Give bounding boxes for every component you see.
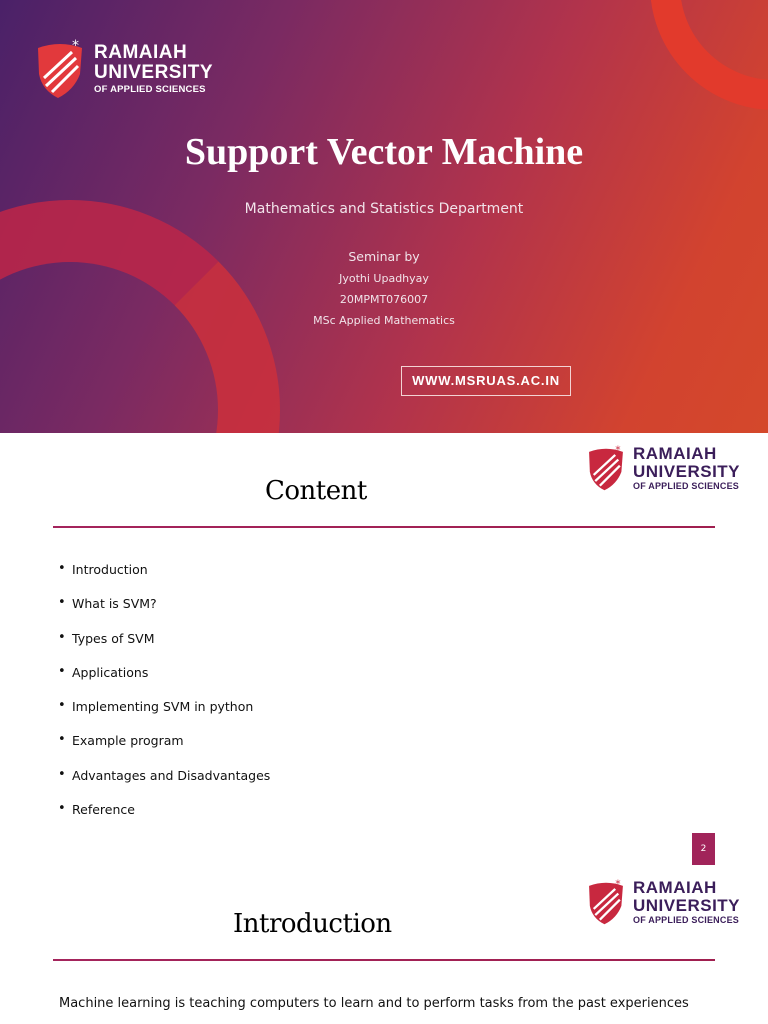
svg-text:*: * xyxy=(615,443,621,457)
introduction-slide xyxy=(0,867,768,1024)
page-number-badge: 2 xyxy=(692,833,715,865)
logo-wordmark xyxy=(94,43,213,95)
list-item: • Advantages and Disadvantages xyxy=(58,767,270,801)
list-item: • Applications xyxy=(58,664,270,698)
website-link[interactable]: WWW.MSRUAS.AC.IN xyxy=(401,366,571,396)
university-logo xyxy=(34,38,213,100)
logo-line3: OF APPLIED SCIENCES xyxy=(633,481,739,491)
decorative-ring-top-right xyxy=(650,0,768,110)
list-item: • Example program xyxy=(58,732,270,766)
seminar-label: Seminar by xyxy=(348,249,420,264)
logo-line3: OF APPLIED SCIENCES xyxy=(633,915,739,925)
list-item: • Types of SVM xyxy=(58,630,270,664)
logo-line1: RAMAIAH xyxy=(633,444,717,463)
heading-divider xyxy=(53,526,715,528)
logo-line2: UNIVERSITY xyxy=(633,462,741,481)
logo-line1: RAMAIAH xyxy=(94,42,188,64)
university-logo xyxy=(586,877,740,927)
shield-logo-icon xyxy=(34,38,86,100)
content-slide xyxy=(0,433,768,867)
presenter-name: Jyothi Upadhyay xyxy=(339,272,429,285)
list-item: • Reference xyxy=(58,801,270,835)
logo-line2: UNIVERSITY xyxy=(94,62,214,84)
logo-line2: UNIVERSITY xyxy=(633,896,741,915)
list-item: • Introduction xyxy=(58,561,270,595)
university-logo xyxy=(586,443,740,493)
list-item: • What is SVM? xyxy=(58,595,270,629)
list-item: • Implementing SVM in python xyxy=(58,698,270,732)
shield-logo-icon xyxy=(586,443,626,493)
slide-heading: Introduction xyxy=(233,909,392,939)
logo-line1: RAMAIAH xyxy=(633,878,717,897)
heading-divider xyxy=(53,959,715,961)
program-name: MSc Applied Mathematics xyxy=(313,314,455,327)
shield-logo-icon xyxy=(586,877,626,927)
svg-text:*: * xyxy=(615,877,621,891)
slide-title: Support Vector Machine xyxy=(184,131,584,173)
department-subtitle: Mathematics and Statistics Department xyxy=(244,201,524,217)
intro-paragraph: Machine learning is teaching computers to learn and to perform tasks from the past experiences xyxy=(59,996,689,1011)
logo-line3: OF APPLIED SCIENCES xyxy=(94,84,206,96)
title-slide xyxy=(0,0,768,433)
logo-wordmark xyxy=(633,445,740,491)
student-id: 20MPMT076007 xyxy=(339,293,429,306)
svg-text:*: * xyxy=(72,38,79,54)
logo-wordmark xyxy=(633,879,740,925)
content-list xyxy=(58,561,270,835)
slide-heading: Content xyxy=(265,476,367,506)
